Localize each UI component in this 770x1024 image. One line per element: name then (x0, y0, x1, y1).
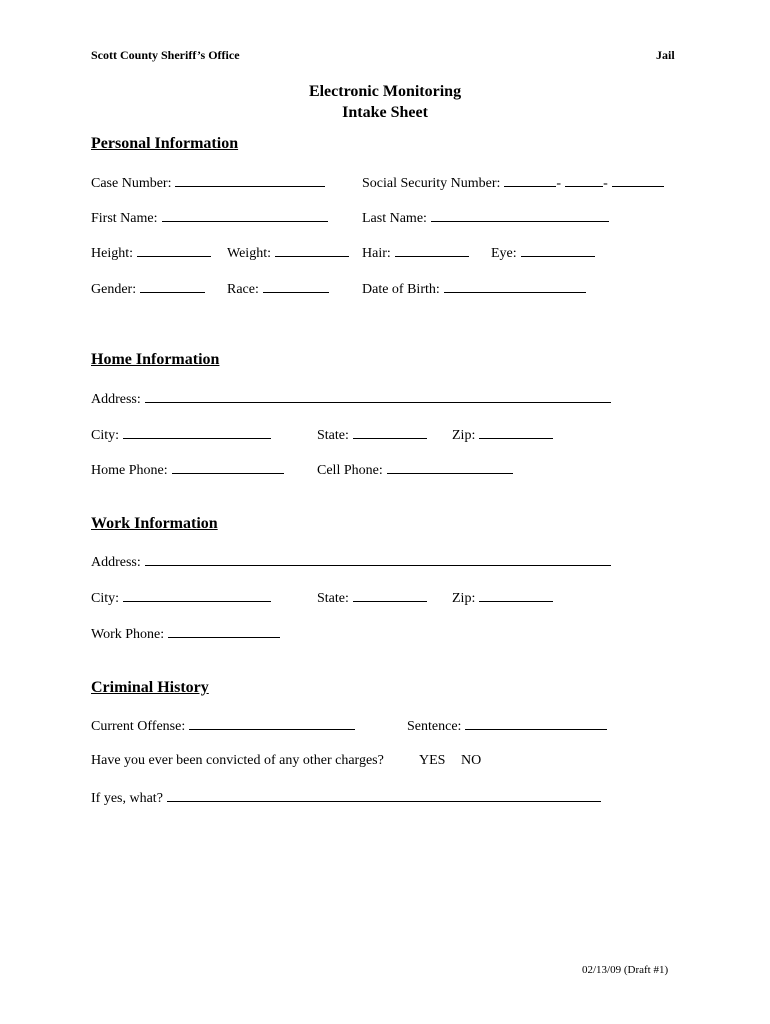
work-phone-blank[interactable] (168, 625, 280, 638)
home-state-blank[interactable] (353, 426, 427, 439)
sentence-label: Sentence: (407, 719, 462, 734)
work-state-blank[interactable] (353, 589, 427, 602)
home-zip-blank[interactable] (479, 426, 553, 439)
if-yes-label: If yes, what? (91, 791, 163, 806)
convicted-question-row (91, 753, 384, 769)
last-name-field (362, 209, 609, 227)
gender-label: Gender: (91, 282, 137, 297)
home-city-blank[interactable] (123, 426, 271, 439)
current-offense-blank[interactable] (189, 717, 355, 730)
home-city-label: City: (91, 428, 120, 443)
weight-field (227, 244, 349, 262)
dob-label: Date of Birth: (362, 282, 440, 297)
work-zip-label: Zip: (452, 591, 476, 606)
case-number-label: Case Number: (91, 176, 172, 191)
no-option[interactable]: NO (461, 753, 482, 768)
home-address-blank[interactable] (145, 390, 611, 403)
ssn-label: Social Security Number: (362, 176, 501, 191)
work-address-label: Address: (91, 555, 141, 570)
work-zip-field (452, 589, 553, 607)
home-state-label: State: (317, 428, 349, 443)
form-title-line2: Intake Sheet (342, 104, 428, 121)
race-field (227, 280, 329, 298)
eye-blank[interactable] (521, 244, 595, 257)
yes-option[interactable]: YES (419, 753, 446, 768)
department-name: Jail (656, 48, 675, 62)
home-state-field (317, 426, 427, 444)
cell-phone-field (317, 461, 513, 479)
home-address-label: Address: (91, 392, 141, 407)
draft-date: 02/13/09 (Draft #1) (582, 964, 669, 976)
first-name-blank[interactable] (162, 209, 328, 222)
ssn-field: Social Security Number: - - (362, 174, 664, 192)
org-name: Scott County Sheriff’s Office (91, 48, 240, 62)
sentence-blank[interactable] (465, 717, 607, 730)
dob-field (362, 280, 586, 298)
home-zip-field (452, 426, 553, 444)
home-city-field (91, 426, 271, 444)
eye-field (491, 244, 595, 262)
home-phone-label: Home Phone: (91, 463, 168, 478)
weight-label: Weight: (227, 246, 271, 261)
cell-phone-label: Cell Phone: (317, 463, 383, 478)
work-phone-label: Work Phone: (91, 627, 165, 642)
hair-blank[interactable] (395, 244, 469, 257)
section-criminal-heading: Criminal History (91, 679, 209, 696)
home-phone-blank[interactable] (172, 461, 284, 474)
race-blank[interactable] (263, 280, 329, 293)
gender-blank[interactable] (140, 280, 205, 293)
current-offense-field (91, 717, 355, 735)
gender-field (91, 280, 205, 298)
ssn-part3-blank[interactable] (612, 174, 664, 187)
work-city-field (91, 589, 271, 607)
work-state-field (317, 589, 427, 607)
section-work-heading: Work Information (91, 515, 218, 532)
eye-label: Eye: (491, 246, 517, 261)
ssn-part1-blank[interactable] (504, 174, 556, 187)
if-yes-field (91, 789, 601, 807)
section-personal-heading: Personal Information (91, 135, 239, 152)
case-number-field (91, 174, 325, 192)
last-name-label: Last Name: (362, 211, 427, 226)
height-blank[interactable] (137, 244, 211, 257)
work-city-label: City: (91, 591, 120, 606)
height-label: Height: (91, 246, 133, 261)
form-title-line1: Electronic Monitoring (308, 83, 462, 100)
section-home-heading: Home Information (91, 351, 220, 368)
ssn-part2-blank[interactable] (565, 174, 603, 187)
first-name-label: First Name: (91, 211, 158, 226)
work-zip-blank[interactable] (479, 589, 553, 602)
cell-phone-blank[interactable] (387, 461, 513, 474)
case-number-blank[interactable] (175, 174, 325, 187)
home-zip-label: Zip: (452, 428, 476, 443)
work-state-label: State: (317, 591, 349, 606)
work-city-blank[interactable] (123, 589, 271, 602)
home-address-field (91, 390, 611, 408)
first-name-field (91, 209, 328, 227)
height-field (91, 244, 211, 262)
last-name-blank[interactable] (431, 209, 609, 222)
weight-blank[interactable] (275, 244, 349, 257)
if-yes-blank[interactable] (167, 789, 601, 802)
work-address-blank[interactable] (145, 553, 611, 566)
convicted-question: Have you ever been convicted of any other charges? (91, 753, 384, 768)
hair-field (362, 244, 469, 262)
work-address-field (91, 553, 611, 571)
work-phone-field (91, 625, 280, 643)
dob-blank[interactable] (444, 280, 586, 293)
hair-label: Hair: (362, 246, 391, 261)
home-phone-field (91, 461, 284, 479)
current-offense-label: Current Offense: (91, 719, 186, 734)
race-label: Race: (227, 282, 259, 297)
sentence-field (407, 717, 607, 735)
